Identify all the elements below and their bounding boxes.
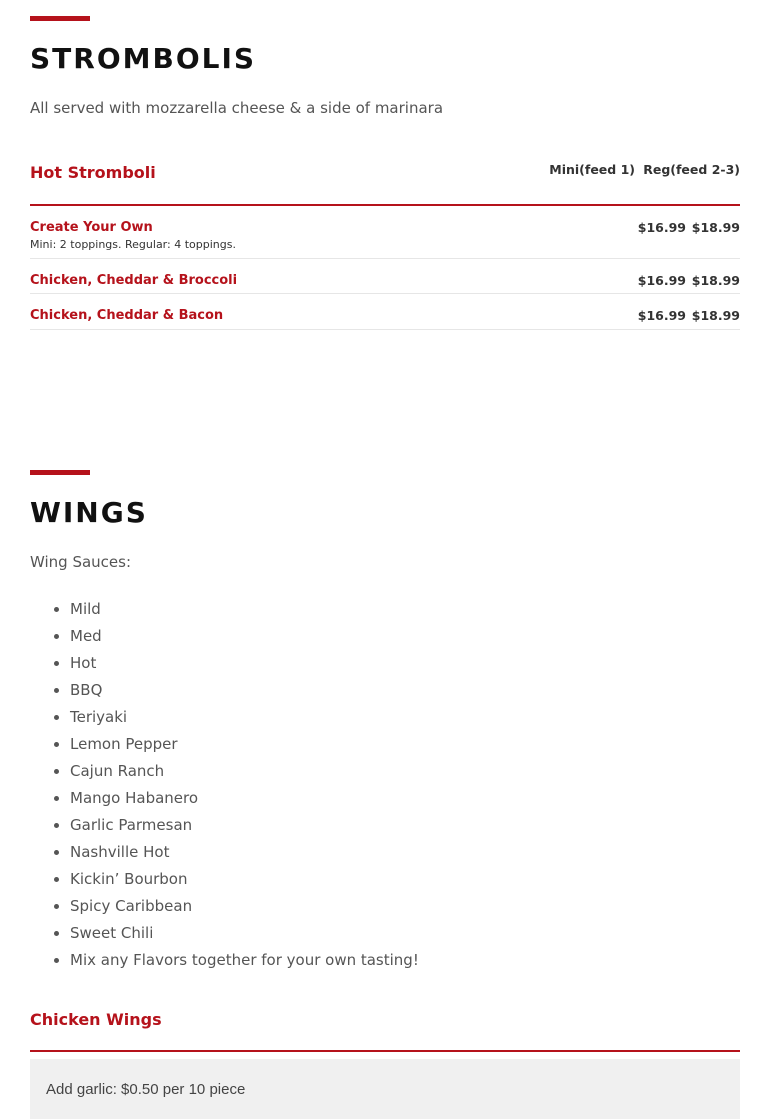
section-accent-bar [30,470,90,475]
hot-stromboli-category-title: Hot Stromboli [30,163,156,182]
regular-size-column-header: Reg(feed 2-3) [643,162,740,177]
item-name[interactable]: Chicken, Cheddar & Bacon [30,308,224,323]
regular-price: $18.99 [691,273,740,288]
list-item: • Spicy Caribbean [70,895,419,922]
list-item: • Mild [70,598,419,625]
list-item: • BBQ [70,679,419,706]
list-item: • Mix any Flavors together for your own tasting! [70,949,419,976]
list-item: • Hot [70,652,419,679]
regular-price: $18.99 [691,308,740,323]
category-divider [30,204,740,206]
mini-price: $16.99 [637,220,686,235]
menu-item-chicken-cheddar-broccoli[interactable] [30,273,740,294]
wings-section-title: WINGS [30,496,148,529]
section-accent-bar [30,16,90,21]
list-item: • Garlic Parmesan [70,814,419,841]
item-name[interactable]: Chicken, Cheddar & Broccoli [30,273,238,288]
garlic-addon-note-box [30,1059,740,1119]
list-item: • Teriyaki [70,706,419,733]
menu-item-create-your-own[interactable] [30,220,740,259]
list-item: • Mango Habanero [70,787,419,814]
wing-sauces-label: Wing Sauces: [30,553,132,571]
list-item: • Nashville Hot [70,841,419,868]
regular-price: $18.99 [691,220,740,235]
garlic-addon-note: Add garlic: $0.50 per 10 piece [46,1081,246,1098]
mini-price: $16.99 [637,273,686,288]
strombolis-section-title: STROMBOLIS [30,42,257,75]
mini-price: $16.99 [637,308,686,323]
item-note: Mini: 2 toppings. Regular: 4 toppings. [30,238,236,251]
wing-sauces-list [30,598,419,976]
menu-item-chicken-cheddar-bacon[interactable] [30,308,740,330]
chicken-wings-category-title: Chicken Wings [30,1010,162,1029]
list-item: • Kickin’ Bourbon [70,868,419,895]
mini-size-column-header: Mini(feed 1) [549,162,635,177]
list-item: • Cajun Ranch [70,760,419,787]
item-name[interactable]: Create Your Own [30,220,153,235]
list-item: • Med [70,625,419,652]
category-divider [30,1050,740,1052]
strombolis-description: All served with mozzarella cheese & a side of marinara [30,99,444,117]
list-item: • Lemon Pepper [70,733,419,760]
list-item: • Sweet Chili [70,922,419,949]
